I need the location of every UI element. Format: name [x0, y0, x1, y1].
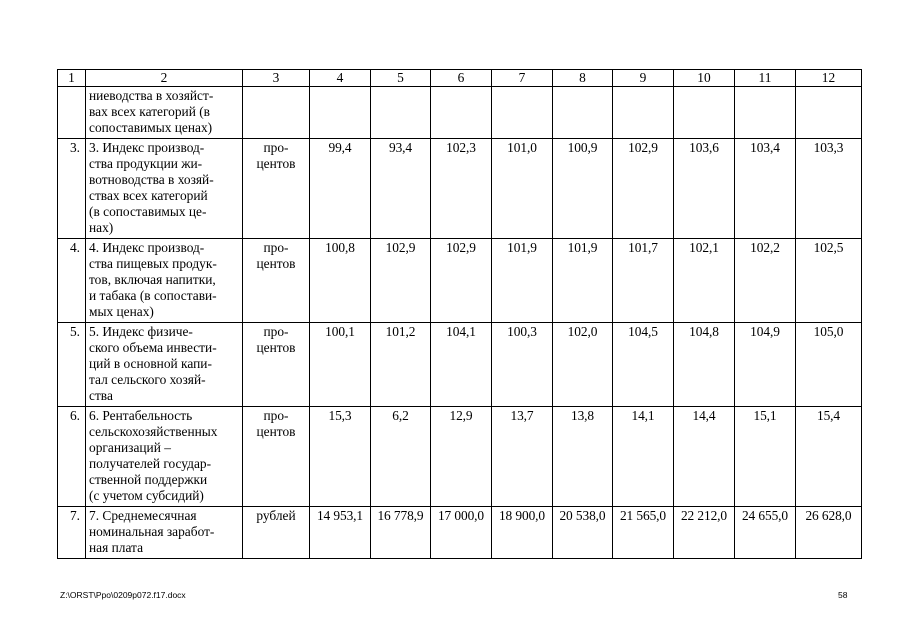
text-line: сопоставимых ценах)	[89, 120, 213, 135]
column-header-7: 7	[492, 70, 553, 87]
row-number-cell: 7.	[58, 507, 86, 559]
text-line: сельскохозяйственных	[89, 424, 218, 439]
indicator-name-cell	[86, 87, 243, 139]
value-cell: 101,9	[492, 239, 553, 323]
text-line: вах всех категорий (в	[89, 104, 210, 119]
value-cell: 24 655,0	[735, 507, 796, 559]
column-header-12: 12	[796, 70, 862, 87]
value-cell: 99,4	[310, 139, 371, 239]
text-line: центов	[256, 156, 296, 171]
value-cell: 15,1	[735, 407, 796, 507]
value-cell: 21 565,0	[613, 507, 674, 559]
value-cell: 100,8	[310, 239, 371, 323]
value-cell: 101,9	[553, 239, 613, 323]
text-line: вотноводства в хозяй-	[89, 172, 214, 187]
column-header-4: 4	[310, 70, 371, 87]
value-cell: 18 900,0	[492, 507, 553, 559]
value-cell: 101,2	[371, 323, 431, 407]
value-cell	[431, 87, 492, 139]
text-line: 5. Индекс физиче-	[89, 324, 193, 339]
column-header-1: 1	[58, 70, 86, 87]
table-row	[58, 407, 862, 507]
header-row	[58, 70, 862, 87]
value-cell: 14,4	[674, 407, 735, 507]
value-cell: 26 628,0	[796, 507, 862, 559]
text-line: центов	[256, 424, 296, 439]
value-cell: 105,0	[796, 323, 862, 407]
value-cell: 17 000,0	[431, 507, 492, 559]
value-cell	[553, 87, 613, 139]
text-line: ная плата	[89, 540, 144, 555]
row-number-cell: 5.	[58, 323, 86, 407]
unit-cell	[243, 139, 310, 239]
text-line: про-	[263, 408, 289, 423]
row-number-cell	[58, 87, 86, 139]
column-header-10: 10	[674, 70, 735, 87]
text-line: получателей государ-	[89, 456, 212, 471]
indicator-name-cell	[86, 407, 243, 507]
value-cell: 100,9	[553, 139, 613, 239]
row-number-cell: 3.	[58, 139, 86, 239]
value-cell: 104,8	[674, 323, 735, 407]
value-cell: 6,2	[371, 407, 431, 507]
value-cell: 14,1	[613, 407, 674, 507]
value-cell: 103,3	[796, 139, 862, 239]
value-cell: 20 538,0	[553, 507, 613, 559]
row-number-cell: 4.	[58, 239, 86, 323]
text-line: организаций –	[89, 440, 171, 455]
value-cell	[371, 87, 431, 139]
value-cell: 101,7	[613, 239, 674, 323]
value-cell	[613, 87, 674, 139]
text-line: 7. Среднемесячная	[89, 508, 197, 523]
value-cell: 100,3	[492, 323, 553, 407]
value-cell	[310, 87, 371, 139]
continuation-row	[58, 87, 862, 139]
indicator-name-cell	[86, 323, 243, 407]
value-cell: 102,3	[431, 139, 492, 239]
column-header-6: 6	[431, 70, 492, 87]
text-line: мых ценах)	[89, 304, 154, 319]
value-cell	[492, 87, 553, 139]
text-line: ства	[89, 388, 113, 403]
value-cell: 15,4	[796, 407, 862, 507]
value-cell: 13,7	[492, 407, 553, 507]
text-line: про-	[263, 140, 289, 155]
text-line: 3. Индекс производ-	[89, 140, 205, 155]
unit-cell	[243, 239, 310, 323]
unit-cell	[243, 87, 310, 139]
value-cell: 12,9	[431, 407, 492, 507]
indicator-name-cell	[86, 507, 243, 559]
value-cell: 102,9	[371, 239, 431, 323]
text-line: тов, включая напитки,	[89, 272, 216, 287]
value-cell: 102,9	[431, 239, 492, 323]
unit-cell	[243, 323, 310, 407]
text-line: нах)	[89, 220, 114, 235]
value-cell: 16 778,9	[371, 507, 431, 559]
text-line: и табака (в сопостави-	[89, 288, 217, 303]
column-header-5: 5	[371, 70, 431, 87]
unit-cell	[243, 407, 310, 507]
value-cell: 14 953,1	[310, 507, 371, 559]
text-line: ций в основной капи-	[89, 356, 212, 371]
value-cell: 103,4	[735, 139, 796, 239]
text-line: про-	[263, 240, 289, 255]
value-cell: 22 212,0	[674, 507, 735, 559]
indicators-table	[57, 69, 862, 559]
column-header-9: 9	[613, 70, 674, 87]
row-number-cell: 6.	[58, 407, 86, 507]
value-cell: 102,0	[553, 323, 613, 407]
file-path: Z:\ORST\Ppo\0209p072.f17.docx	[60, 590, 186, 600]
column-header-3: 3	[243, 70, 310, 87]
table-row	[58, 239, 862, 323]
text-line: ственной поддержки	[89, 472, 208, 487]
text-line: про-	[263, 324, 289, 339]
indicator-name-cell	[86, 139, 243, 239]
text-line: ствах всех категорий	[89, 188, 208, 203]
column-header-11: 11	[735, 70, 796, 87]
text-line: тал сельского хозяй-	[89, 372, 206, 387]
value-cell: 104,5	[613, 323, 674, 407]
column-header-8: 8	[553, 70, 613, 87]
unit-cell	[243, 507, 310, 559]
value-cell: 93,4	[371, 139, 431, 239]
value-cell: 102,1	[674, 239, 735, 323]
text-line: (в сопоставимых це-	[89, 204, 207, 219]
value-cell: 100,1	[310, 323, 371, 407]
value-cell	[796, 87, 862, 139]
text-line: 6. Рентабельность	[89, 408, 193, 423]
text-line: номинальная заработ-	[89, 524, 215, 539]
text-line: центов	[256, 256, 296, 271]
text-line: ниеводства в хозяйст-	[89, 88, 214, 103]
value-cell: 103,6	[674, 139, 735, 239]
text-line: рублей	[256, 508, 296, 523]
text-line: ского объема инвести-	[89, 340, 217, 355]
value-cell: 13,8	[553, 407, 613, 507]
text-line: 4. Индекс производ-	[89, 240, 205, 255]
value-cell: 102,5	[796, 239, 862, 323]
text-line: (с учетом субсидий)	[89, 488, 204, 503]
value-cell: 102,2	[735, 239, 796, 323]
indicator-name-cell	[86, 239, 243, 323]
text-line: ства продукции жи-	[89, 156, 203, 171]
value-cell: 104,9	[735, 323, 796, 407]
value-cell	[674, 87, 735, 139]
table-row	[58, 139, 862, 239]
text-line: центов	[256, 340, 296, 355]
column-header-2: 2	[86, 70, 243, 87]
table-row	[58, 323, 862, 407]
value-cell: 15,3	[310, 407, 371, 507]
value-cell	[735, 87, 796, 139]
value-cell: 104,1	[431, 323, 492, 407]
text-line: ства пищевых продук-	[89, 256, 217, 271]
value-cell: 101,0	[492, 139, 553, 239]
table-row	[58, 507, 862, 559]
value-cell: 102,9	[613, 139, 674, 239]
page-number: 58	[838, 590, 848, 600]
